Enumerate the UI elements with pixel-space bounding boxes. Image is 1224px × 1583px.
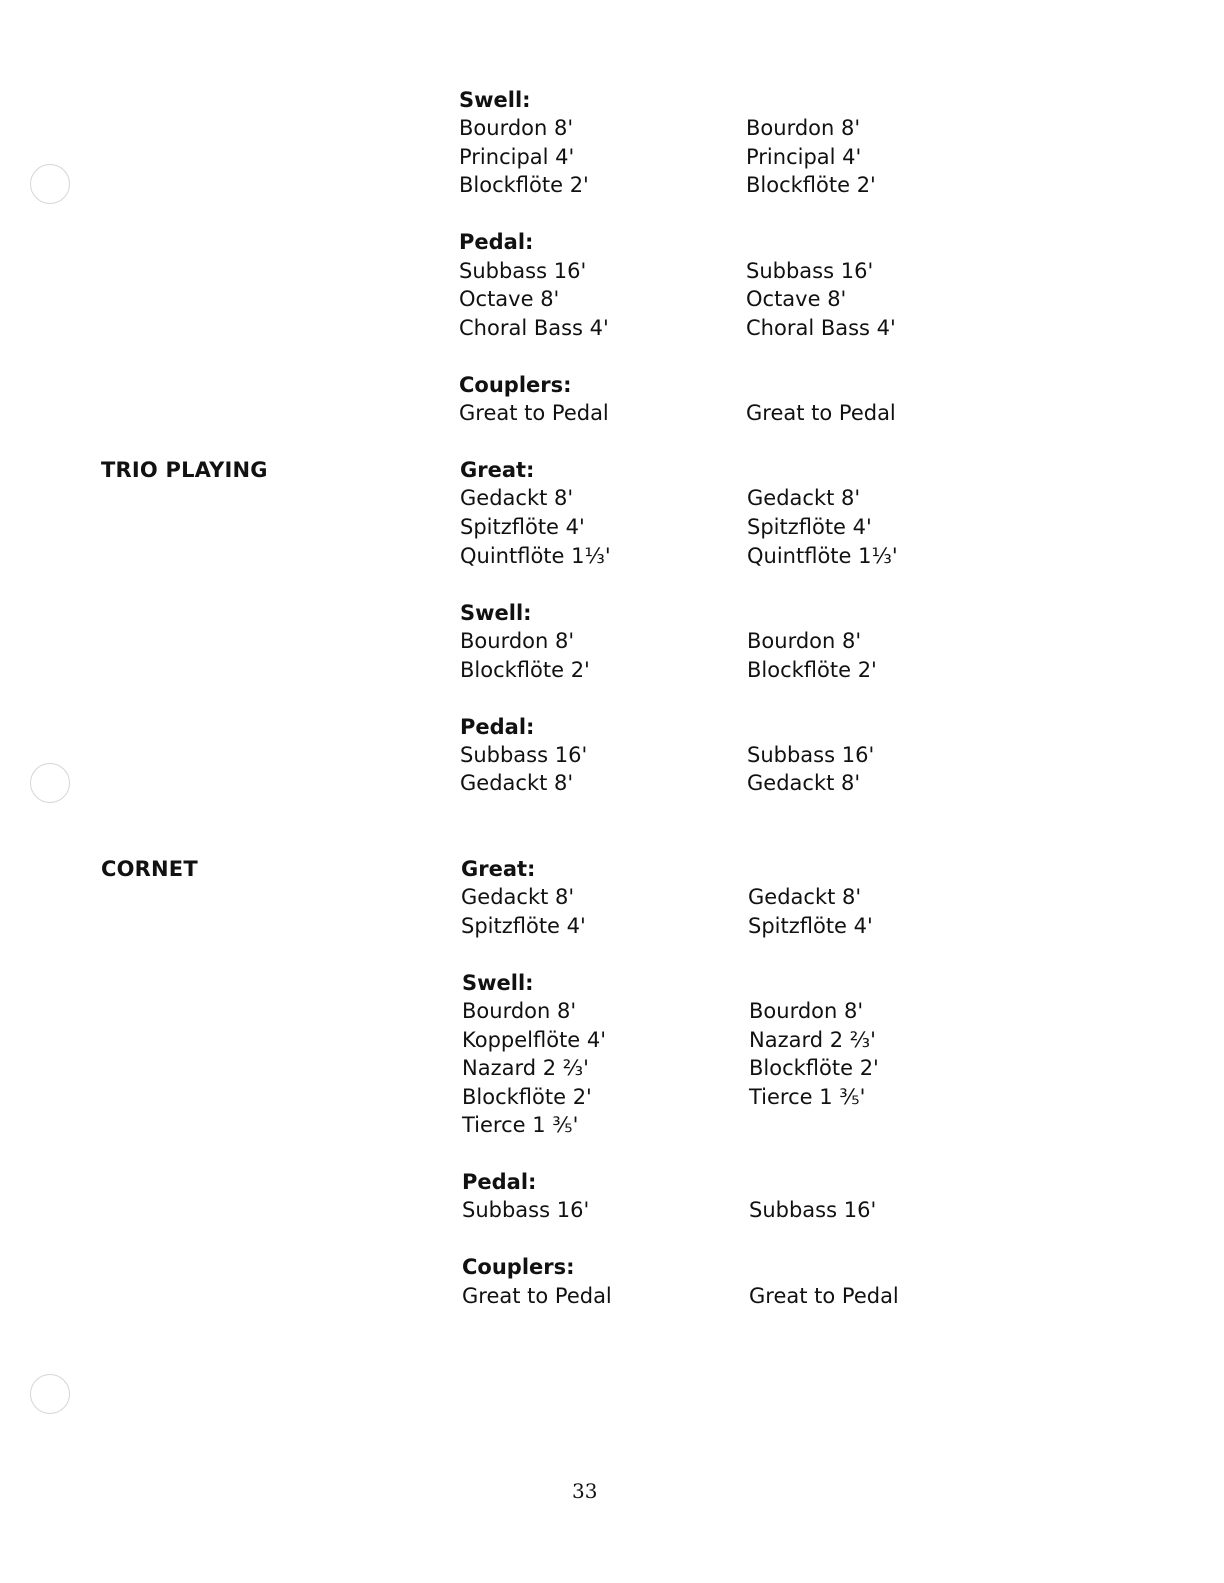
stop-right: Gedackt 8' xyxy=(747,486,861,510)
stop-left: Quintflöte 1⅓' xyxy=(460,544,611,568)
stop-left: Blockflöte 2' xyxy=(462,1085,592,1109)
stop-right: Tierce 1 ⅗' xyxy=(749,1085,866,1109)
stop-right: Subbass 16' xyxy=(749,1198,877,1222)
stop-left: Subbass 16' xyxy=(460,743,588,767)
section-title-trio-playing: TRIO PLAYING xyxy=(101,458,268,482)
stop-left: Bourdon 8' xyxy=(462,999,577,1023)
stop-left: Nazard 2 ⅔' xyxy=(462,1056,589,1080)
page-number: 33 xyxy=(572,1479,598,1503)
stop-right: Octave 8' xyxy=(746,287,847,311)
stop-right: Blockflöte 2' xyxy=(747,658,877,682)
stop-right: Subbass 16' xyxy=(747,743,875,767)
stop-left: Principal 4' xyxy=(459,145,575,169)
stop-left: Gedackt 8' xyxy=(461,885,575,909)
stop-right: Quintflöte 1⅓' xyxy=(747,544,898,568)
stop-left: Octave 8' xyxy=(459,287,560,311)
swell-heading: Swell: xyxy=(460,601,532,625)
couplers-heading: Couplers: xyxy=(459,373,572,397)
stop-right: Blockflöte 2' xyxy=(749,1056,879,1080)
stop-right: Great to Pedal xyxy=(746,401,896,425)
stop-right: Choral Bass 4' xyxy=(746,316,896,340)
stop-left: Koppelflöte 4' xyxy=(462,1028,607,1052)
stop-left: Spitzflöte 4' xyxy=(460,515,585,539)
stop-left: Gedackt 8' xyxy=(460,486,574,510)
great-heading: Great: xyxy=(461,857,536,881)
stop-right: Principal 4' xyxy=(746,145,862,169)
stop-right: Spitzflöte 4' xyxy=(748,914,873,938)
stop-right: Gedackt 8' xyxy=(748,885,862,909)
pedal-heading: Pedal: xyxy=(459,230,534,254)
stop-left: Spitzflöte 4' xyxy=(461,914,586,938)
stop-left: Great to Pedal xyxy=(459,401,609,425)
stop-left: Choral Bass 4' xyxy=(459,316,609,340)
stop-left: Gedackt 8' xyxy=(460,771,574,795)
pedal-heading: Pedal: xyxy=(460,715,535,739)
punch-hole-top xyxy=(30,164,70,204)
great-heading: Great: xyxy=(460,458,535,482)
stop-right: Bourdon 8' xyxy=(747,629,862,653)
stop-left: Tierce 1 ⅗' xyxy=(462,1113,579,1137)
pedal-heading: Pedal: xyxy=(462,1170,537,1194)
stop-left: Great to Pedal xyxy=(462,1284,612,1308)
stop-right: Bourdon 8' xyxy=(749,999,864,1023)
stop-right: Bourdon 8' xyxy=(746,116,861,140)
punch-hole-middle xyxy=(30,763,70,803)
stop-right: Subbass 16' xyxy=(746,259,874,283)
couplers-heading: Couplers: xyxy=(462,1255,575,1279)
stop-left: Bourdon 8' xyxy=(460,629,575,653)
swell-heading: Swell: xyxy=(462,971,534,995)
stop-right: Gedackt 8' xyxy=(747,771,861,795)
stop-right: Spitzflöte 4' xyxy=(747,515,872,539)
stop-left: Bourdon 8' xyxy=(459,116,574,140)
stop-left: Subbass 16' xyxy=(459,259,587,283)
swell-heading: Swell: xyxy=(459,88,531,112)
stop-left: Blockflöte 2' xyxy=(460,658,590,682)
stop-right: Nazard 2 ⅔' xyxy=(749,1028,876,1052)
stop-right: Blockflöte 2' xyxy=(746,173,876,197)
section-title-cornet: CORNET xyxy=(101,857,198,881)
stop-left: Subbass 16' xyxy=(462,1198,590,1222)
stop-right: Great to Pedal xyxy=(749,1284,899,1308)
punch-hole-bottom xyxy=(30,1374,70,1414)
stop-left: Blockflöte 2' xyxy=(459,173,589,197)
